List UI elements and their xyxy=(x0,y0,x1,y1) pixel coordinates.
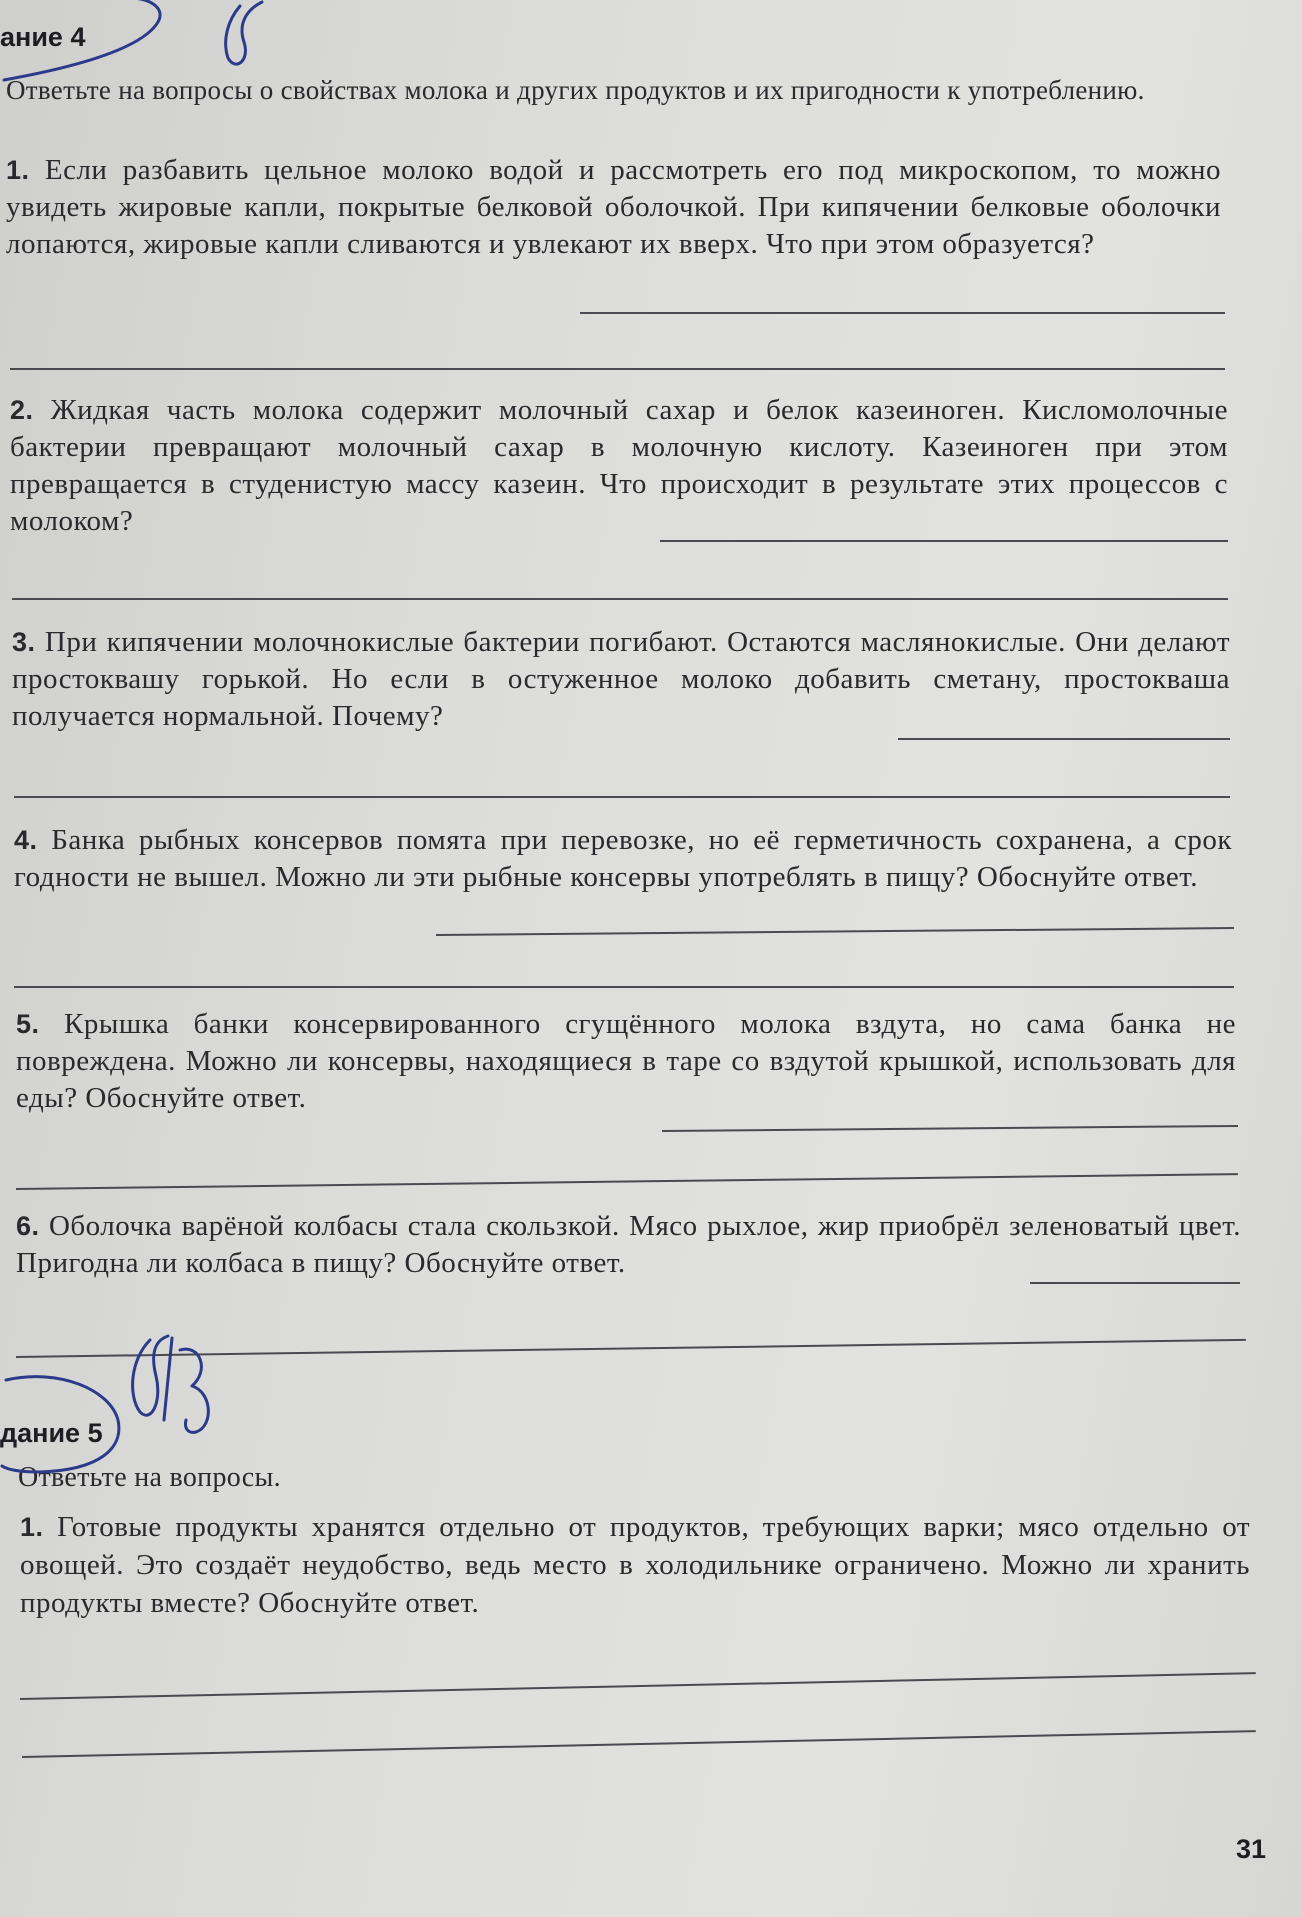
answer-line[interactable] xyxy=(580,312,1225,314)
question-text: Крышка банки консервированного сгущённого молока вздута, но сама банка не повреждена. Можно ли консервы, находящиеся в таре со вздутой крышкой, использовать для еды? Обоснуйте ответ. xyxy=(16,1008,1236,1114)
answer-line[interactable] xyxy=(14,986,1234,988)
task5-intro: Ответьте на вопросы. xyxy=(18,1462,281,1493)
question-text: Жидкая часть молока содержит молочный сахар и белок казеиноген. Кисломолочные бактерии превращают молочный сахар в молочную кислоту. Казеиноген при этом превращается в студенистую массу казеин. Что происходит в результате этих процессов с молоком? xyxy=(10,394,1228,537)
task4-question-1 xyxy=(6,152,1221,263)
answer-line[interactable] xyxy=(20,1672,1256,1700)
answer-line[interactable] xyxy=(660,540,1228,542)
question-number: 6. xyxy=(16,1211,40,1241)
answer-line[interactable] xyxy=(14,796,1230,798)
question-number: 5. xyxy=(16,1009,40,1039)
question-number: 3. xyxy=(12,627,36,657)
answer-line[interactable] xyxy=(898,738,1230,740)
question-text: Банка рыбных консервов помята при перевозке, но её герметичность сохранена, а срок годности не вышел. Можно ли эти рыбные консервы употреблять в пищу? Обоснуйте ответ. xyxy=(14,824,1232,893)
answer-line[interactable] xyxy=(12,598,1228,600)
task4-question-3 xyxy=(12,624,1230,735)
task4-heading: ание 4 xyxy=(0,22,86,52)
task4-intro: Ответьте на вопросы о свойствах молока и других продуктов и их пригодности к употреблению. xyxy=(6,75,1145,105)
task4-question-2 xyxy=(10,392,1228,540)
task4-question-6 xyxy=(16,1208,1241,1282)
question-text: Готовые продукты хранятся отдельно от продуктов, требующих варки; мясо отдельно от овощей. Это создаёт неудобство, ведь место в холодильнике ограничено. Можно ли хранить продукты вместе? Обоснуйте ответ. xyxy=(20,1511,1251,1619)
answer-line[interactable] xyxy=(16,1173,1238,1190)
question-text: При кипячении молочнокислые бактерии погибают. Остаются маслянокислые. Они делают простоквашу горькой. Но если в остуженное молоко добавить сметану, простокваша получается нормальной. Почему? xyxy=(12,626,1231,732)
answer-line[interactable] xyxy=(662,1125,1238,1132)
question-text: Если разбавить цельное молоко водой и рассмотреть его под микроскопом, то можно увидеть жировые капли, покрытые белковой оболочкой. При кипячении белковые оболочки лопаются, жировые капли сливаются и увлекают их вверх. Что при этом образуется? xyxy=(6,154,1221,260)
answer-line[interactable] xyxy=(22,1730,1256,1758)
question-text: Оболочка варёной колбасы стала скользкой. Мясо рыхлое, жир приобрёл зеленоватый цвет. Пригодна ли колбаса в пищу? Обоснуйте ответ. xyxy=(16,1210,1242,1279)
question-number: 1. xyxy=(6,155,30,185)
grade-mark-task5-slash xyxy=(164,1338,172,1420)
task4-question-5 xyxy=(16,1006,1236,1117)
answer-line[interactable] xyxy=(16,1339,1246,1358)
task4-question-4 xyxy=(14,822,1232,896)
question-number: 4. xyxy=(14,825,38,855)
task5-heading: дание 5 xyxy=(0,1418,103,1448)
answer-line[interactable] xyxy=(1030,1282,1240,1284)
answer-line[interactable] xyxy=(10,368,1225,370)
grade-mark-task5-8 xyxy=(133,1336,168,1415)
page-number: 31 xyxy=(1235,1834,1266,1864)
task5-question-1 xyxy=(20,1508,1250,1622)
question-number: 1. xyxy=(20,1512,44,1542)
grade-mark-task4 xyxy=(226,2,262,64)
answer-line[interactable] xyxy=(436,927,1234,936)
question-number: 2. xyxy=(10,395,34,425)
grade-mark-task5-3 xyxy=(180,1349,208,1432)
